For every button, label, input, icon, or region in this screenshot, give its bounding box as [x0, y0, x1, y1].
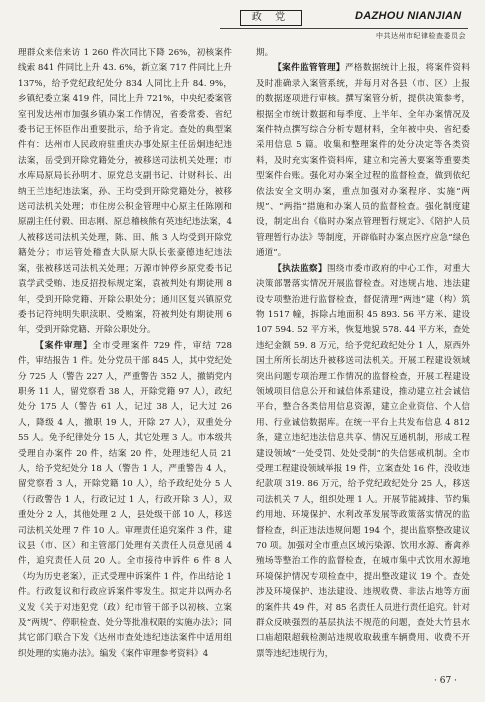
paragraph-case-handling: 理群众来信来访 1 260 件次同比下降 26%，初核案件线索 841 件同比上升 43. 6%，新立案 717 件同比上升 137%，给予党纪政纪处分 834 人同比上升 84. 9%，乡镇纪委立案 419 件，同比上升 721%，中央纪委案管室刊发达州市加强乡镇办案工作情况，省委常委、省纪委书记王怀臣作出重要批示，给予肯定。查处的典型案件有：达州市人民政府驻重庆办事处原主任岳炯违纪违法案，岳受到开除党籍处分，被移送司法机关处理；市水库局原局长孙明才、原党总支副书记、计财科长、出纳王兰违纪违法案，孙、王均受到开除党籍处分，被移送司法机关处理；市住房公积金管理中心原主任陈刚和原副主任付毅、田志刚、原总稽核熊有英违纪违法案，4 人被移送司法机关处理，陈、田、熊 3 人均受到开除党籍处分；市运管处稽查大队原大队长张豪德违纪违法案，张被移送司法机关处理；万源市钟停乡原党委书记袁学武受贿、违反招投标规定案，袁被判处有期徒刑 8 年，受到开除党籍、开除公职处分；通川区复兴镇原党委书记符纯明失职渎职、受贿案，符被判处有期徒刑 6 年，受到开除党籍、开除公职处分。	[18, 48, 232, 336]
right-column	[256, 46, 470, 662]
header-rule	[220, 28, 468, 29]
text-case-supervision: 严格数据统计上报，将案件资料及时准确录入案管系统，并每月对各县（市、区）上报的数据逐项进行审核。撰写案管分析，提供决策参考，根据全市统计数据和每季度、上半年、全年办案情况及案件特点撰写综合分析专题材料，全年被中央、省纪委采用信息 5 篇。收集和整理案件的处分决定等各类资料，及时充实案件资料库，建立和完善大要案等重要类型案件台账。强化对办案全过程的监督检查，做到依纪依法安全文明办案，重点加强对办案程序、实施“两规”、“两指”措施和办案人员的监督检查。强化制度建设，制定出台《临时办案点管理暂行规定》、《陪护人员管理暂行办法》等制度，开辟临时办案点医疗应急“绿色通道”。	[256, 63, 470, 259]
paragraph-case-review	[18, 339, 232, 663]
left-column	[18, 46, 232, 662]
heading-case-review: 【案件审理】	[35, 340, 93, 351]
heading-law-enforcement: 【执法监察】	[273, 263, 327, 274]
section-label: 政 党	[240, 10, 302, 26]
page-header	[0, 0, 485, 40]
paragraph-case-supervision	[256, 61, 470, 261]
section-subtitle: 中共达州市纪律检查委员会	[376, 32, 466, 40]
text-case-review: 全市受理案件 729 件，审结 728 件，审结报告 1 件。处分党员干部 845 人，其中党纪处分 725 人（警告 227 人，严重警告 352 人，撤销党内职务 11 人，留党察看 38 人，开除党籍 97 人），政纪处分 175 人（警告 61 人，记过 38 人，记大过 26 人，降级 4 人，撤职 19 人，开除 27 人），双重处分 55 人。免予纪律处分 15 人，其它处理 3 人。市本级共受理自办案件 20 件，结案 20 件，处理违纪人员 21 人，给予党纪处分 18 人（警告 1 人，严重警告 4 人，留党察看 3 人，开除党籍 10 人），给予政纪处分 5 人（行政警告 1 人，行政记过 1 人，行政开除 3 人），双重处分 2 人，其他处理 2 人，县处级干部 10 人，移送司法机关处理 7 件 10 人。审理责任追究案件 3 件，建议县（市、区）和主管部门处理有关责任人员意见函 4 件，追究责任人员 20 人。全市接待申诉件 6 件 8 人（均为历史老案），正式受理申诉案件 1 件，作出结论 1 件。行政复议和行政应诉案件零发生。拟定并以两办名义发《关于对违犯党（政）纪市管干部予以初核、立案及“两规”、停职检查、处分等批准权限的实施办法》；同其它部门联合下发《达州市查处违纪违法案件中适用组织处理的实施办法》。编发《案件审理参考资料》4	[18, 340, 232, 659]
page-number: · 67 ·	[434, 676, 457, 686]
journal-title: DAZHOU NIANJIAN	[355, 10, 462, 22]
paragraph-law-enforcement	[256, 262, 470, 663]
text-law-enforcement: 围绕市委市政府的中心工作，对重大决策部署落实情况开展监督检查。对违规占地、违法建设专项整治进行监督检查，督促清理“两违”建（构）筑物 1517 幢，拆除占地面积 45 893. 56 平方米、建设 107 594. 52 平方米，恢复地貌 578. 44 平方米，查处违纪金额 59. 8 万元，给予党纪政纪处分 1 人，原西外国土所所长胡达升被移送司法机关。开展工程建设领域突出问题专项治理工作情况的监督检查，开展工程建设领域项目信息公开和诚信体系建设，推动建立社会诚信平台，整合各类信用信息资源，建立企业资信、个人信用、行业诚信数据库。在统一平台上共发布信息 4 812 条，建立违纪违法信息共享、情况互通机制，形成工程建设领域“一处受罚、处处受制”的失信惩戒机制。全市受理工程建设领域举报 19 件，立案查处 16 件，没收违纪款项 319. 86 万元，给予党纪政纪处分 25 人，移送司法机关 7 人，组织处理 1 人。开展节能减排、节约集约用地、环境保护、水利改革发展等政策落实情况的监督检查，纠正违法违规问题 194 个，提出监察整改建议 70 项。加强对全市重点区域污染源、饮用水源、畜禽养殖场等整治工作的监督检查，在城市集中式饮用水源地环境保护情况专项检查中，提出整改建议 19 个。查处涉及环境保护、违法建设、违规收费、非法占地等方面的案件共 49 件，对 85 名责任人员进行责任追究。针对群众反映强烈的基层执法不规范的问题，查处大竹县水口庙超限超载检测站违规收取载重车辆费用、收费不开票等违纪违规行为，	[256, 263, 470, 659]
heading-case-supervision: 【案件监管管理】	[273, 63, 345, 74]
paragraph-continuation: 期。	[256, 48, 274, 58]
